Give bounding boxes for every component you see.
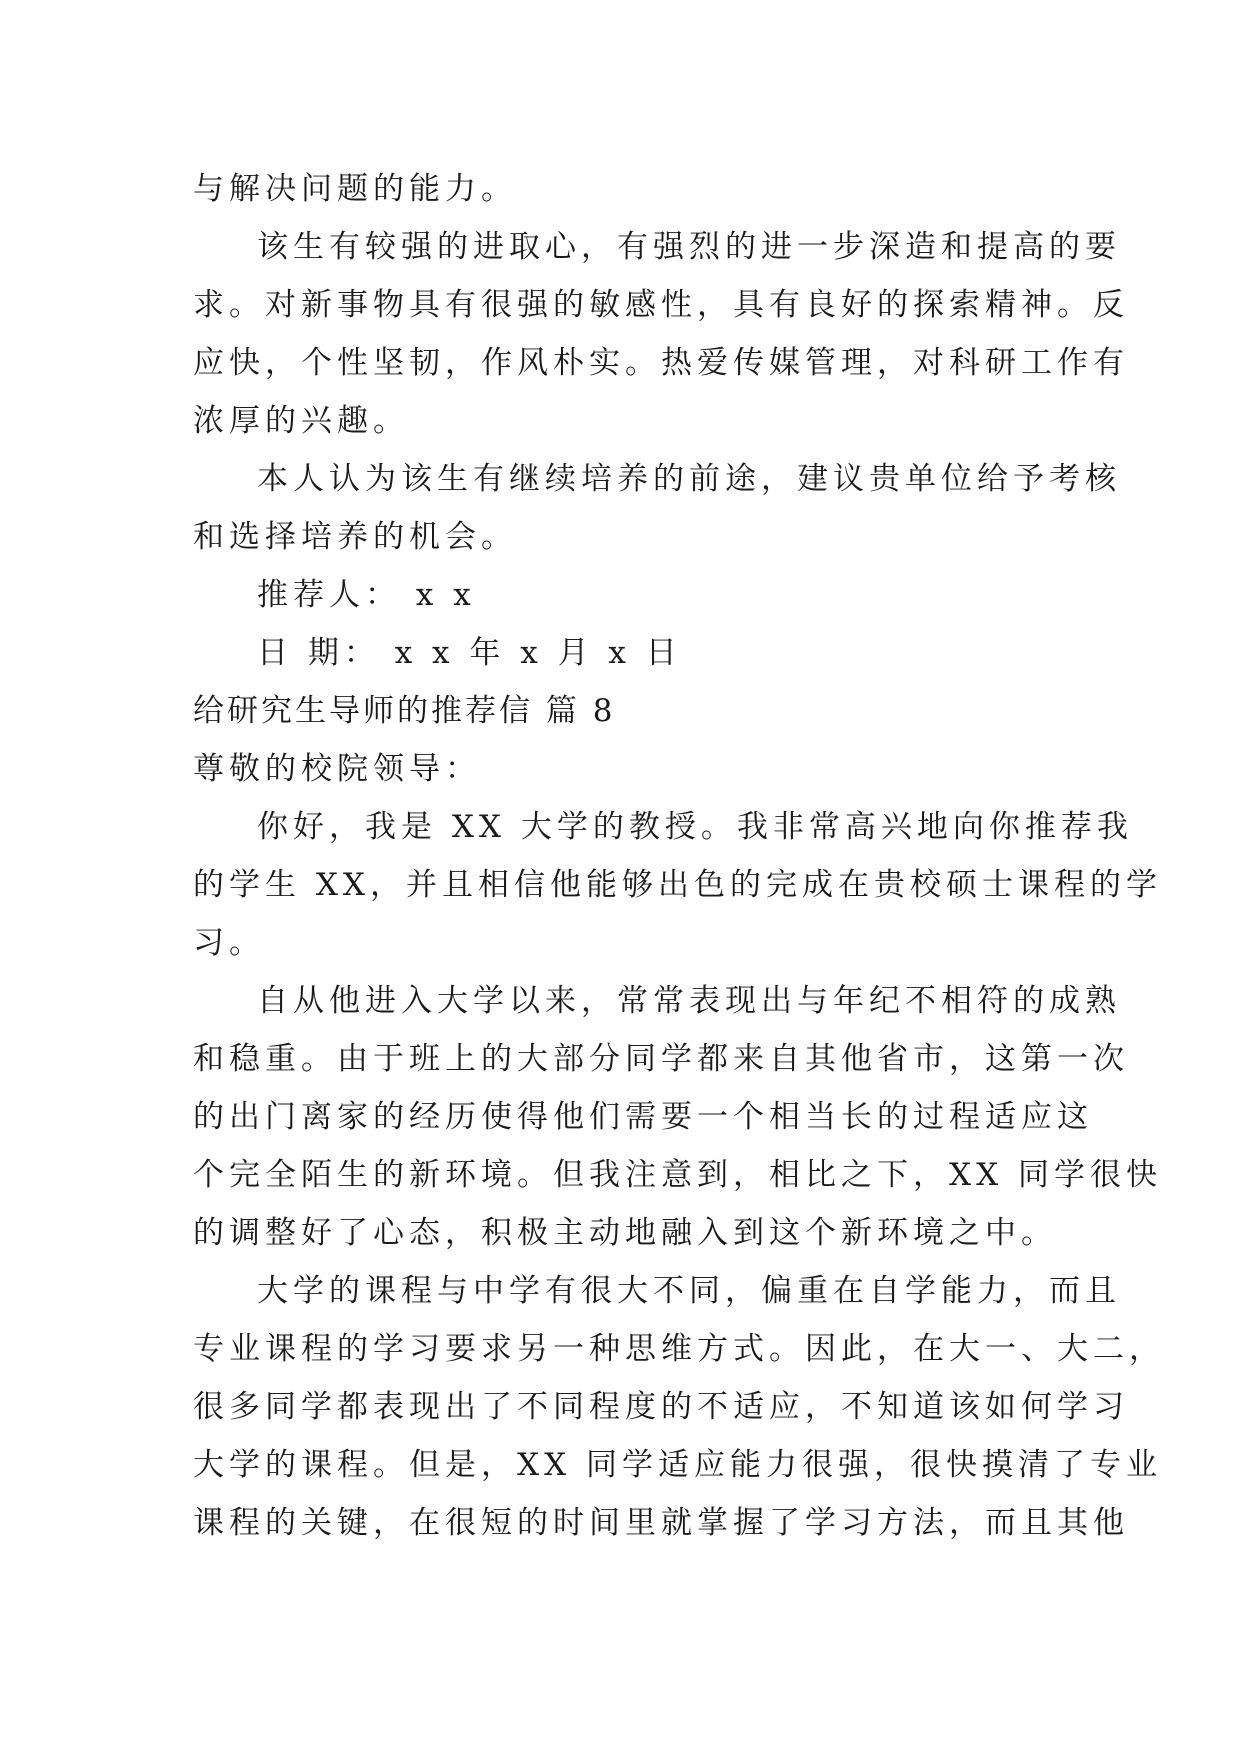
section-heading: 给研究生导师的推荐信 篇 8	[193, 693, 616, 729]
text-line: 习。	[193, 925, 265, 961]
text-line: 浓厚的兴趣。	[193, 403, 409, 439]
text-line: 应快，个性坚韧，作风朴实。热爱传媒管理，对科研工作有	[193, 345, 1129, 381]
recommender-line: 推荐人： x x	[257, 577, 476, 613]
text-line: 你好，我是 XX 大学的教授。我非常高兴地向你推荐我	[257, 809, 1133, 845]
text-line: 和选择培养的机会。	[193, 519, 517, 555]
text-line: 很多同学都表现出了不同程度的不适应，不知道该如何学习	[193, 1389, 1129, 1425]
text-line: 该生有较强的进取心，有强烈的进一步深造和提高的要	[257, 229, 1121, 265]
date-line: 日 期： x x 年 x 月 x 日	[257, 635, 682, 671]
text-line: 的学生 XX，并且相信他能够出色的完成在贵校硕士课程的学	[193, 867, 1162, 903]
text-line: 自从他进入大学以来，常常表现出与年纪不相符的成熟	[257, 983, 1121, 1019]
text-line: 大学的课程。但是，XX 同学适应能力很强，很快摸清了专业	[193, 1447, 1162, 1483]
text-line: 的调整好了心态，积极主动地融入到这个新环境之中。	[193, 1215, 1057, 1251]
text-line: 和稳重。由于班上的大部分同学都来自其他省市，这第一次	[193, 1041, 1129, 1077]
document-body	[193, 160, 1165, 1552]
text-line: 课程的关键，在很短的时间里就掌握了学习方法，而且其他	[193, 1505, 1129, 1541]
text-line: 专业课程的学习要求另一种思维方式。因此，在大一、大二，	[193, 1331, 1165, 1367]
text-line: 求。对新事物具有很强的敏感性，具有良好的探索精神。反	[193, 287, 1129, 323]
text-line: 大学的课程与中学有很大不同，偏重在自学能力，而且	[257, 1273, 1121, 1309]
text-line: 的出门离家的经历使得他们需要一个相当长的过程适应这	[193, 1099, 1093, 1135]
text-line: 个完全陌生的新环境。但我注意到，相比之下，XX 同学很快	[193, 1157, 1162, 1193]
salutation: 尊敬的校院领导：	[193, 751, 481, 787]
text-line: 本人认为该生有继续培养的前途，建议贵单位给予考核	[257, 461, 1121, 497]
text-line: 与解决问题的能力。	[193, 171, 517, 207]
